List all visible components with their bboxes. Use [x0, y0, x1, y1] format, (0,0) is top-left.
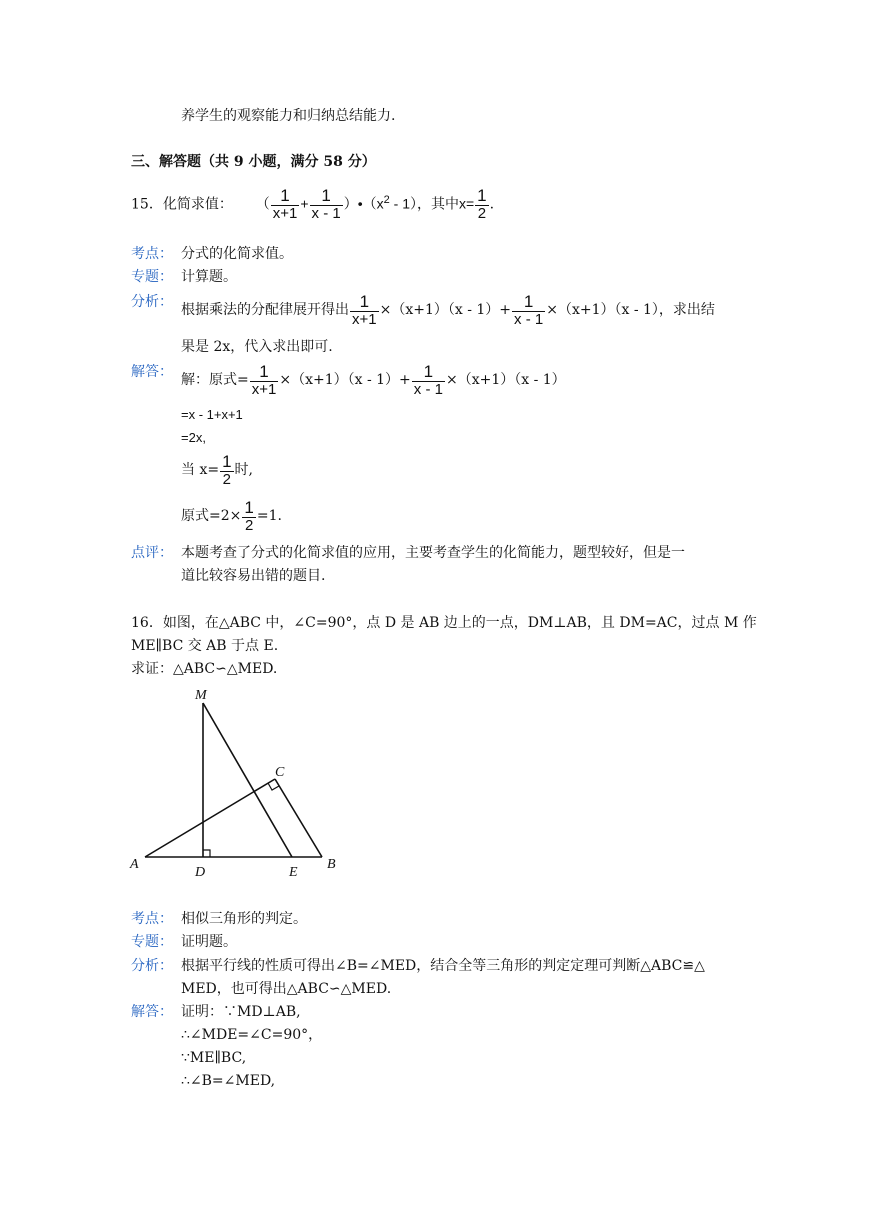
- q16-stem-line2: ME∥BC 交 AB 于点 E.: [131, 638, 279, 654]
- intro-tail-text: 养学生的观察能力和归纳总结能力.: [181, 108, 396, 124]
- q15-solution-fraction-3: $\frac{1}{2}$: [222, 451, 232, 488]
- q16-stem-line1: 16．如图，在△ABC 中，∠C=90°，点 D 是 AB 边上的一点，DM⊥AB，且 DM=AC，过点 M 作: [131, 615, 757, 631]
- q16-proof-line1: 证明：∵MD⊥AB,: [181, 1004, 301, 1020]
- q15-solution-fraction-4: $\frac{1}{2}$: [244, 497, 254, 534]
- q16-geometry-figure: [125, 682, 350, 882]
- q15-expr-mid: ）•（x: [343, 195, 384, 212]
- q16-proof-line4: ∴∠B=∠MED,: [181, 1073, 276, 1089]
- q16-kaodian-label: 考点：: [131, 911, 173, 927]
- q15-plus: +: [300, 195, 309, 212]
- q15-solution-line4: 当 x= $\frac{1}{2}$ 时,: [181, 451, 253, 488]
- q15-fenxi-line1: 根据乘法的分配律展开得出 $\frac{1}{x+1}$ ×（x+1）（x - 1）+ $\frac{1}{x - 1}$ ×（x+1）（x - 1），求出结: [181, 291, 715, 328]
- q15-dianping-line2: 道比较容易出错的题目.: [181, 568, 326, 584]
- q16-proof-line2: ∴∠MDE=∠C=90°，: [181, 1027, 323, 1043]
- q15-expr-end: - 1），其中: [389, 195, 459, 212]
- q15-jieda-label: 解答：: [131, 364, 173, 380]
- q15-kaodian-label: 考点：: [131, 246, 173, 262]
- q15-solution-line1: 解：原式= $\frac{1}{x+1}$ ×（x+1）（x - 1）+ $\frac{1}{x - 1}$ ×（x+1）（x - 1）: [181, 361, 566, 398]
- q15-fenxi-fraction-2: $\frac{1}{x - 1}$: [514, 291, 544, 328]
- section-heading: 三、解答题（共 9 小题，满分 58 分）: [131, 154, 376, 170]
- q16-zhuanti-text: 证明题。: [181, 934, 237, 950]
- q15-expr-open: （: [255, 195, 270, 212]
- label-b: B: [327, 857, 336, 872]
- q15-fraction-1: $\frac{1}{x+1}$: [272, 186, 298, 223]
- q15-fenxi-line2: 果是 2x，代入求出即可.: [181, 339, 333, 355]
- q15-fraction-2: $\frac{1}{x - 1}$: [311, 186, 341, 223]
- segment-me: [203, 703, 292, 857]
- q16-fenxi-label: 分析：: [131, 958, 173, 974]
- q16-kaodian-text: 相似三角形的判定。: [181, 911, 307, 927]
- label-d: D: [195, 865, 206, 880]
- q15-exponent: 2: [383, 194, 390, 206]
- q15-zhuanti-label: 专题：: [131, 269, 173, 285]
- segment-bc: [275, 779, 322, 857]
- q15-solution-fraction-2: $\frac{1}{x - 1}$: [413, 361, 443, 398]
- segment-ac: [145, 779, 275, 857]
- q15-x-value-fraction: $\frac{1}{2}$: [477, 186, 487, 223]
- q15-period: .: [489, 196, 495, 213]
- label-m: M: [195, 688, 207, 703]
- q15-solution-fraction-1: $\frac{1}{x+1}$: [251, 361, 277, 398]
- q15-x-eq: x=: [458, 195, 475, 212]
- q15-stem: [131, 178, 494, 227]
- q16-stem-line3: 求证：△ABC∽△MED.: [131, 661, 278, 677]
- q15-fenxi-label: 分析：: [131, 294, 173, 310]
- q15-solution-line3: =2x,: [181, 430, 206, 445]
- q15-dianping-line1: 本题考查了分式的化简求值的应用，主要考查学生的化简能力，题型较好，但是一: [181, 545, 685, 561]
- label-e: E: [289, 865, 298, 880]
- q15-dianping-label: 点评：: [131, 545, 173, 561]
- q15-solution-line5: 原式=2× $\frac{1}{2}$ =1.: [181, 497, 282, 534]
- q15-fenxi-fraction-1: $\frac{1}{x+1}$: [352, 291, 377, 328]
- q16-fenxi-line1: 根据平行线的性质可得出∠B=∠MED，结合全等三角形的判定定理可判断△ABC≌△: [181, 958, 705, 974]
- q16-fenxi-line2: MED，也可得出△ABC∽△MED.: [181, 981, 392, 997]
- q15-stem-prefix: 15．化简求值：: [131, 196, 233, 213]
- label-a: A: [130, 857, 139, 872]
- label-c: C: [275, 765, 285, 780]
- q16-zhuanti-label: 专题：: [131, 934, 173, 950]
- q16-proof-line3: ∵ME∥BC,: [181, 1050, 247, 1066]
- q15-kaodian-text: 分式的化简求值。: [181, 246, 293, 262]
- right-angle-mark-d: [203, 850, 210, 857]
- q15-solution-line2: =x - 1+x+1: [181, 407, 243, 422]
- q15-zhuanti-text: 计算题。: [181, 269, 237, 285]
- q16-jieda-label: 解答：: [131, 1004, 173, 1020]
